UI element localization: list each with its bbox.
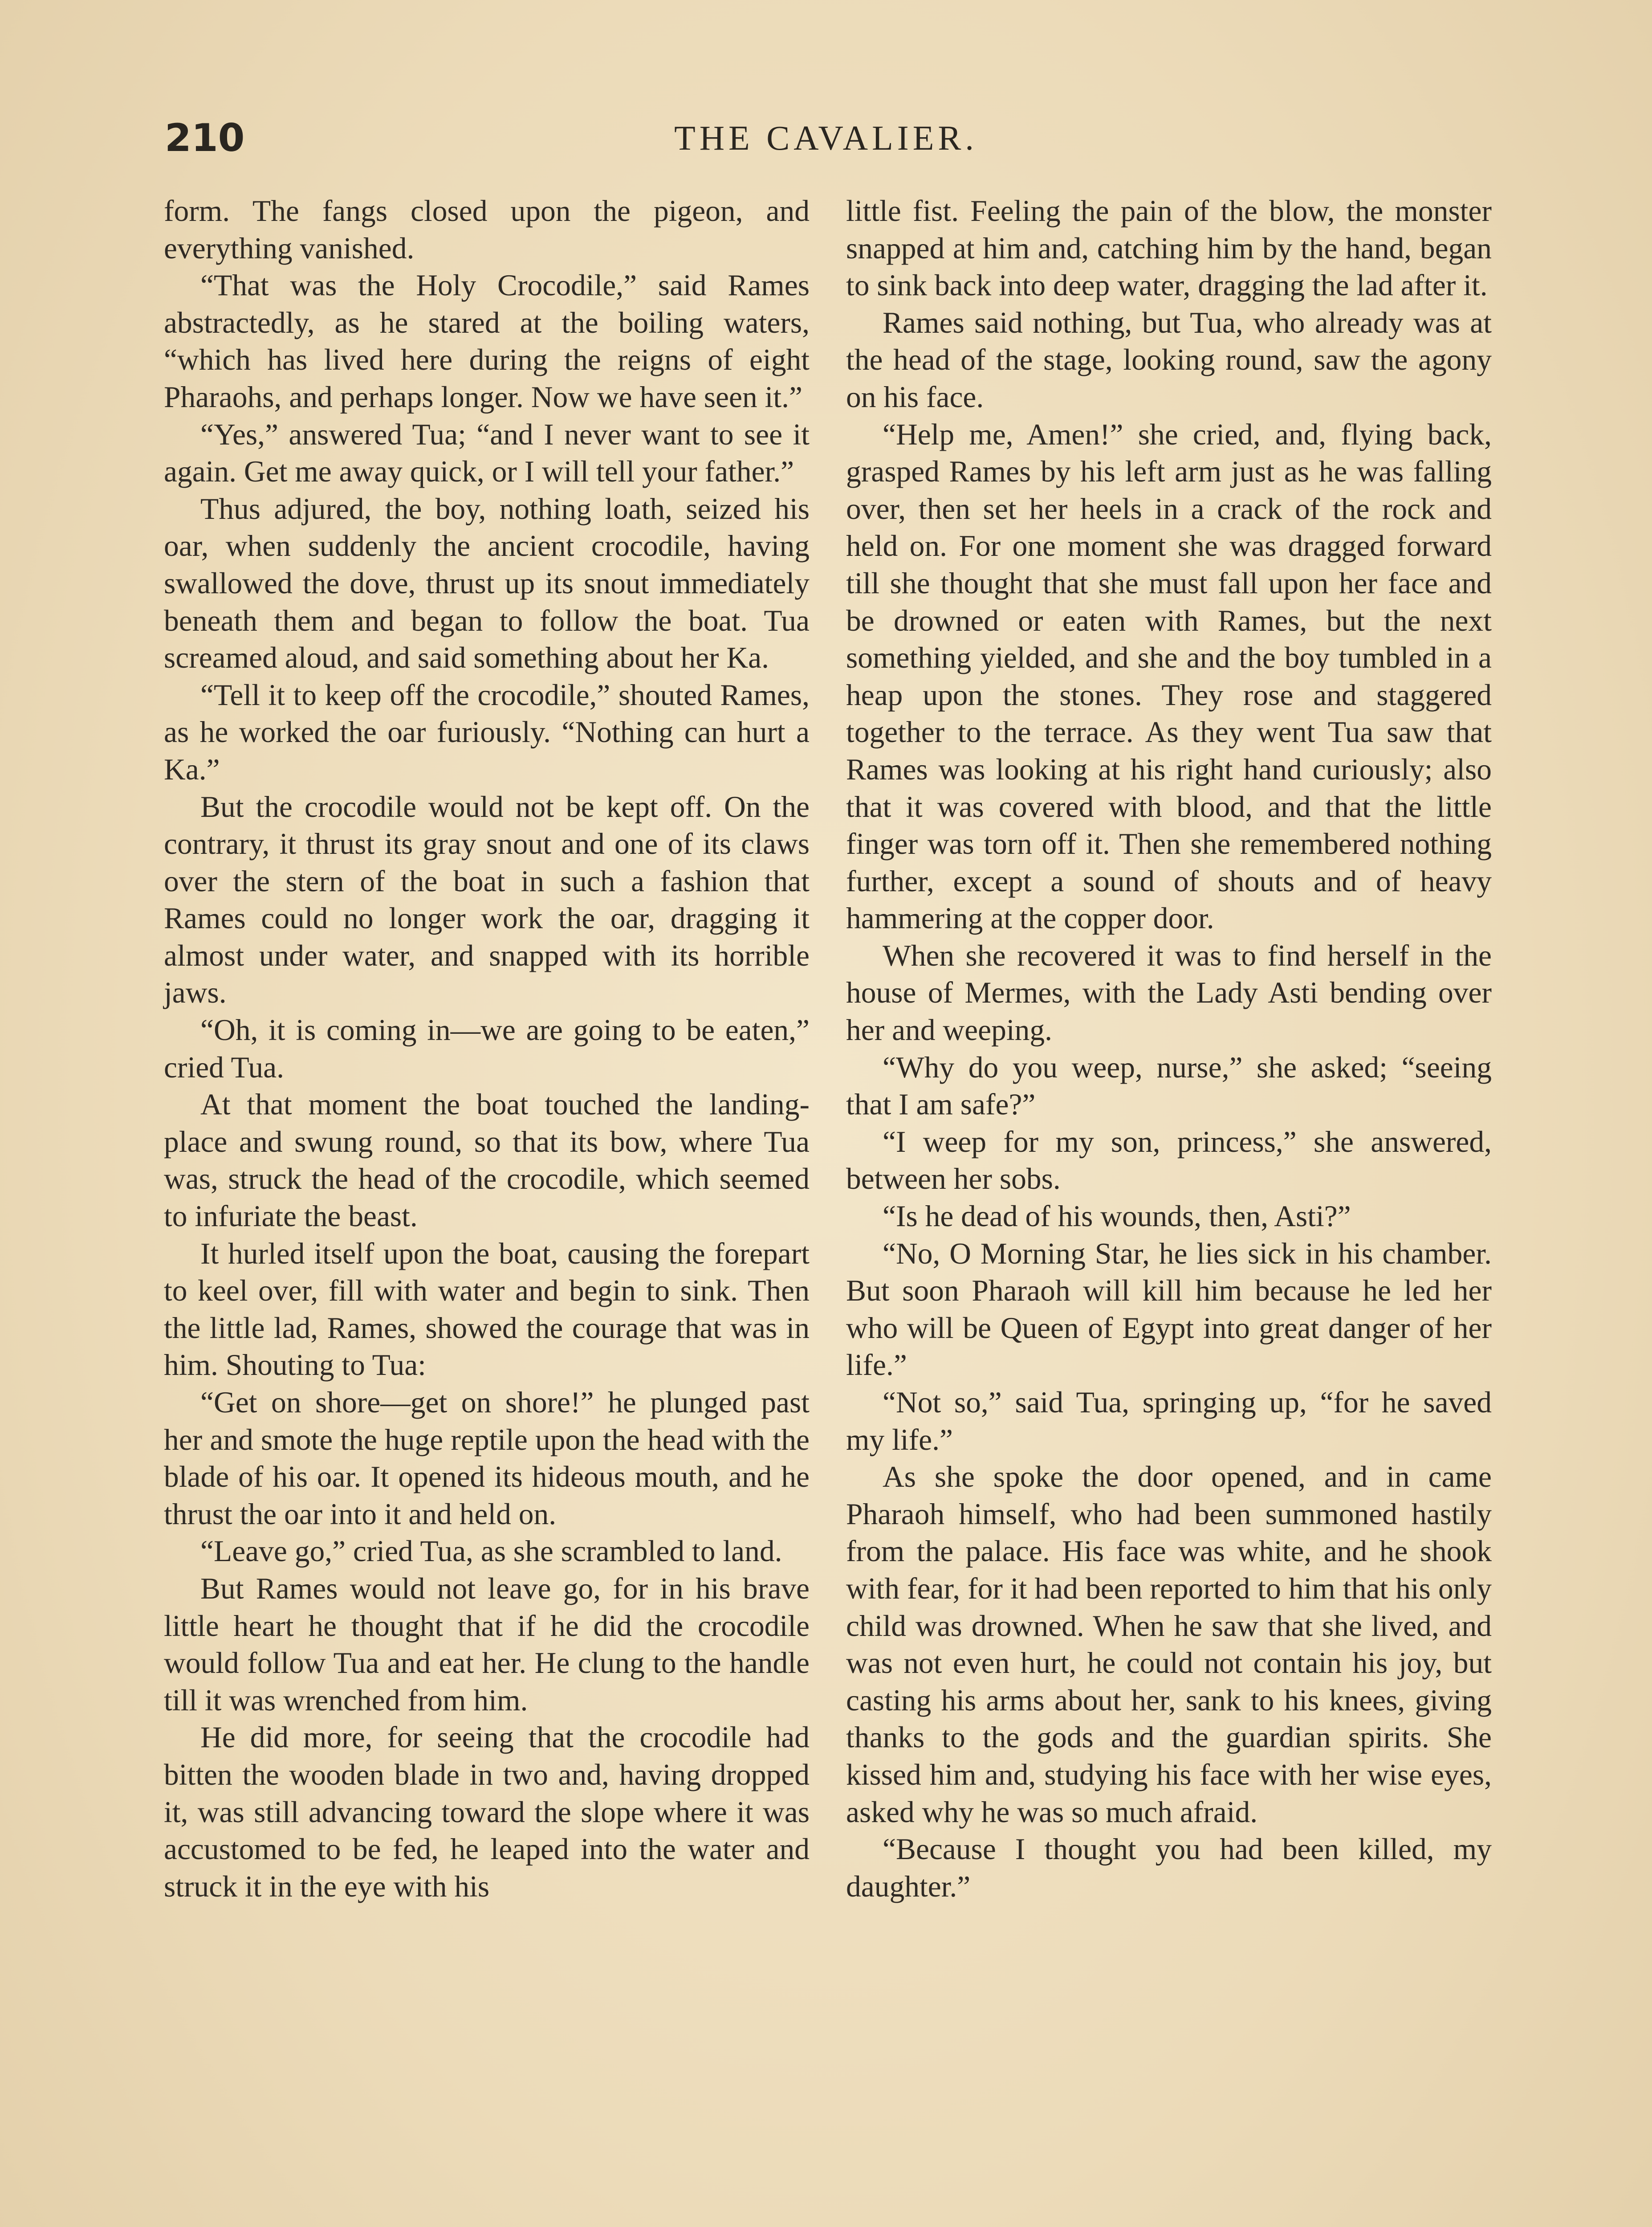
- paragraph: “Oh, it is coming in—we are going to be eaten,” cried Tua.: [164, 1013, 810, 1084]
- paragraph: At that moment the boat touched the landing-place and swung round, so that its bow, where Tua was, struck the head of the crocodile, which seemed to infuriate the beast.: [164, 1088, 810, 1233]
- running-title: THE CAVALIER.: [674, 118, 978, 157]
- paragraph: Thus adjured, the boy, nothing loath, seized his oar, when suddenly the ancient crocodile, having swallowed the dove, thrust up its snout immediately beneath them and began to follow the boat. Tua screamed aloud, and said something about her Ka.: [164, 492, 810, 675]
- paragraph: “Help me, Amen!” she cried, and, flying back, grasped Rames by his left arm just as he was falling over, then set her heels in a crack of the rock and held on. For one moment she was dragged forward till she thought that she must fall upon her face and be drowned or eaten with Rames, but the next something yielded, and she and the boy tumbled in a heap upon the stones. They rose and staggered together to the terrace. As they went Tua saw that Rames was looking at his right hand curiously; also that it was covered with blood, and that the little finger was torn off it. Then she remembered nothing further, except a sound of shouts and of heavy hammering at the copper door.: [846, 417, 1492, 935]
- paragraph: little fist. Feeling the pain of the blow, the monster snapped at him and, catching him by the hand, began to sink back into deep water, dragging the lad after it.: [846, 194, 1492, 302]
- paragraph: “Tell it to keep off the crocodile,” shouted Rames, as he worked the oar furiously. “Nothing can hurt a Ka.”: [164, 678, 810, 786]
- paragraph: “No, O Morning Star, he lies sick in his chamber. But soon Pharaoh will kill him because he led her who will be Queen of Egypt into great danger of her life.”: [846, 1236, 1492, 1382]
- left-column: [164, 192, 810, 1905]
- paragraph: “That was the Holy Crocodile,” said Rames abstractedly, as he stared at the boiling waters, “which has lived here during the reigns of eight Pharaohs, and perhaps longer. Now we have seen it.”: [164, 269, 810, 414]
- paragraph: “I weep for my son, princess,” she answered, between her sobs.: [846, 1125, 1492, 1196]
- paragraph: “Leave go,” cried Tua, as she scrambled to land.: [200, 1534, 782, 1568]
- paragraph: But the crocodile would not be kept off. On the contrary, it thrust its gray snout and one of its claws over the stern of the boat in such a fashion that Rames could no longer work the oar, dragging it almost under water, and snapped with its horrible jaws.: [164, 790, 810, 1010]
- paragraph: “Is he dead of his wounds, then, Asti?”: [883, 1199, 1351, 1233]
- paragraph: Rames said nothing, but Tua, who already was at the head of the stage, looking round, saw the agony on his face.: [846, 306, 1492, 414]
- paragraph: “Get on shore—get on shore!” he plunged past her and smote the huge reptile upon the head with the blade of his oar. It opened its hideous mouth, and he thrust the oar into it and held on.: [164, 1386, 810, 1531]
- paragraph: “Yes,” answered Tua; “and I never want to see it again. Get me away quick, or I will tell your father.”: [164, 417, 810, 489]
- paragraph: It hurled itself upon the boat, causing the forepart to keel over, fill with water and begin to sink. Then the little lad, Rames, showed the courage that was in him. Shouting to Tua:: [164, 1236, 810, 1382]
- paragraph: He did more, for seeing that the crocodile had bitten the wooden blade in two and, having dropped it, was still advancing toward the slope where it was accustomed to be fed, he leaped into the water and struck it in the eye with his: [164, 1721, 810, 1903]
- paragraph: “Why do you weep, nurse,” she asked; “seeing that I am safe?”: [846, 1050, 1492, 1122]
- paragraph: form. The fangs closed upon the pigeon, and everything vanished.: [164, 194, 810, 265]
- page-header: [165, 111, 1487, 169]
- page-number: 210: [165, 116, 245, 160]
- paragraph: When she recovered it was to find herself in the house of Mermes, with the Lady Asti bending over her and weeping.: [846, 938, 1492, 1047]
- paragraph: But Rames would not leave go, for in his brave little heart he thought that if he did the crocodile would follow Tua and eat her. He clung to the handle till it was wrenched from him.: [164, 1571, 810, 1717]
- right-column: [846, 192, 1492, 1905]
- paragraph: “Because I thought you had been killed, my daughter.”: [846, 1832, 1492, 1903]
- paragraph: As she spoke the door opened, and in came Pharaoh himself, who had been summoned hastily from the palace. His face was white, and he shook with fear, for it had been reported to him that his only child was drowned. When he saw that she lived, and was not even hurt, he could not contain his joy, but casting his arms about her, sank to his knees, giving thanks to the gods and the guardian spirits. She kissed him and, studying his face with her wise eyes, asked why he was so much afraid.: [846, 1460, 1492, 1829]
- paragraph: “Not so,” said Tua, springing up, “for he saved my life.”: [846, 1386, 1492, 1456]
